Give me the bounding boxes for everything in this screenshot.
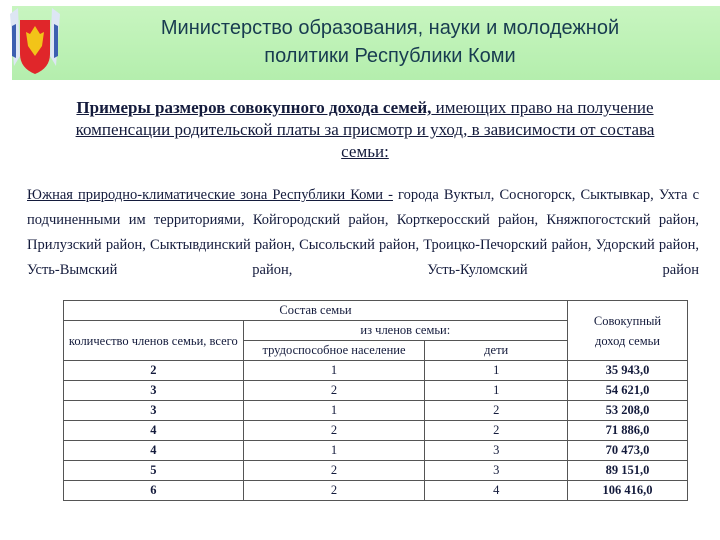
zone-description: Южная природно-климатические зона Республики Коми - города Вуктыл, Сосногорск, Сыктывкар, Ухта с подчиненными им территориями, Койгородский район, Корткеросский район, Княжпогостский район, Прилузский район, Сыктывдинский район, Сысольский район, Троицко-Печорский район, Удорский район, Усть-Вымский район, Усть-Куломский район [27, 187, 700, 278]
table-cell: 2 [425, 401, 568, 421]
table-row [64, 461, 688, 481]
table-row [64, 361, 688, 381]
table-cell: 89 151,0 [568, 461, 688, 481]
table-cell: 2 [425, 421, 568, 441]
table-cell: 54 621,0 [568, 381, 688, 401]
table-cell: 1 [243, 361, 425, 381]
table-cell: 3 [64, 381, 244, 401]
table-cell: 2 [243, 481, 425, 501]
table-cell: 106 416,0 [568, 481, 688, 501]
table-cell: 4 [64, 441, 244, 461]
header-working: трудоспособное население [243, 341, 425, 361]
header-of-members: из членов семьи: [243, 321, 567, 341]
table-cell: 1 [243, 441, 425, 461]
table-cell: 2 [64, 361, 244, 381]
table-cell: 3 [425, 441, 568, 461]
page-title: Министерство образования, науки и молодежной политики Республики Коми [160, 17, 620, 67]
table-cell: 71 886,0 [568, 421, 688, 441]
table-cell: 53 208,0 [568, 401, 688, 421]
table-cell: 3 [425, 461, 568, 481]
table-row [64, 401, 688, 421]
table-cell: 2 [243, 461, 425, 481]
table-cell: 4 [425, 481, 568, 501]
table-cell: 6 [64, 481, 244, 501]
table-cell: 5 [64, 461, 244, 481]
subtitle: Примеры размеров совокупного дохода семей, имеющих право на получение компенсации родительской платы за присмотр и уход, в зависимости от состава семьи: [75, 98, 655, 161]
table-cell: 1 [425, 361, 568, 381]
table-cell: 3 [64, 401, 244, 421]
header-total: количество членов семьи, всего [64, 321, 244, 361]
table-cell: 2 [243, 421, 425, 441]
table-cell: 4 [64, 421, 244, 441]
header-children: дети [425, 341, 568, 361]
table-cell: 35 943,0 [568, 361, 688, 381]
table-row [64, 421, 688, 441]
table-cell: 2 [243, 381, 425, 401]
header-composition: Состав семьи [64, 301, 568, 321]
coat-of-arms-icon [6, 6, 64, 76]
table-row [64, 381, 688, 401]
table-cell: 1 [425, 381, 568, 401]
header-income: Совокупный доход семьи [568, 301, 688, 361]
table-cell: 1 [243, 401, 425, 421]
table-row [64, 481, 688, 501]
income-table [63, 300, 688, 501]
table-cell: 70 473,0 [568, 441, 688, 461]
table-row [64, 441, 688, 461]
